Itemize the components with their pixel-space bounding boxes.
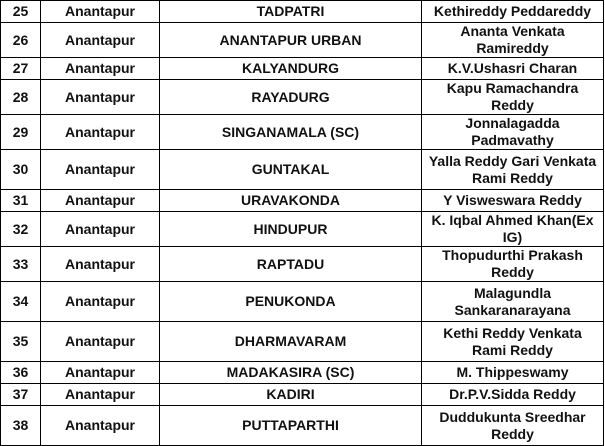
constituency-cell: MADAKASIRA (SC): [160, 362, 422, 384]
district-cell: Anantapur: [41, 1, 160, 23]
constituency-cell: SINGANAMALA (SC): [160, 115, 422, 150]
table-row: [1, 282, 604, 322]
district-cell: Anantapur: [41, 384, 160, 406]
constituency-cell: PUTTAPARTHI: [160, 406, 422, 446]
candidate-cell: Ananta Venkata Ramireddy: [422, 23, 604, 58]
candidate-cell: Kethi Reddy Venkata Rami Reddy: [422, 322, 604, 362]
constituency-cell: ANANTAPUR URBAN: [160, 23, 422, 58]
candidate-cell: M. Thippeswamy: [422, 362, 604, 384]
serial-number-cell: 33: [1, 247, 41, 282]
table-row: [1, 362, 604, 384]
candidate-cell: Y Visweswara Reddy: [422, 190, 604, 212]
district-cell: Anantapur: [41, 190, 160, 212]
serial-number-cell: 29: [1, 115, 41, 150]
serial-number-cell: 25: [1, 1, 41, 23]
table-row: [1, 384, 604, 406]
district-cell: Anantapur: [41, 282, 160, 322]
table-row: [1, 190, 604, 212]
constituency-cell: TADPATRI: [160, 1, 422, 23]
constituency-cell: HINDUPUR: [160, 212, 422, 247]
candidate-cell: Dr.P.V.Sidda Reddy: [422, 384, 604, 406]
candidate-cell: Duddukunta Sreedhar Reddy: [422, 406, 604, 446]
serial-number-cell: 26: [1, 23, 41, 58]
table-row: [1, 115, 604, 150]
candidate-cell: Kethireddy Peddareddy: [422, 1, 604, 23]
candidate-cell: Kapu Ramachandra Reddy: [422, 80, 604, 115]
constituency-cell: URAVAKONDA: [160, 190, 422, 212]
serial-number-cell: 30: [1, 150, 41, 190]
district-cell: Anantapur: [41, 247, 160, 282]
serial-number-cell: 37: [1, 384, 41, 406]
constituency-cell: KADIRI: [160, 384, 422, 406]
district-cell: Anantapur: [41, 58, 160, 80]
constituency-cell: GUNTAKAL: [160, 150, 422, 190]
district-cell: Anantapur: [41, 150, 160, 190]
constituency-cell: RAYADURG: [160, 80, 422, 115]
serial-number-cell: 36: [1, 362, 41, 384]
district-cell: Anantapur: [41, 80, 160, 115]
table-row: [1, 80, 604, 115]
table-row: [1, 23, 604, 58]
district-cell: Anantapur: [41, 322, 160, 362]
serial-number-cell: 38: [1, 406, 41, 446]
candidate-cell: K.V.Ushasri Charan: [422, 58, 604, 80]
district-cell: Anantapur: [41, 23, 160, 58]
table-row: [1, 58, 604, 80]
table-row: [1, 212, 604, 247]
table-row: [1, 322, 604, 362]
constituency-cell: KALYANDURG: [160, 58, 422, 80]
district-cell: Anantapur: [41, 406, 160, 446]
constituency-cell: PENUKONDA: [160, 282, 422, 322]
table-row: [1, 247, 604, 282]
candidate-cell: Malagundla Sankaranarayana: [422, 282, 604, 322]
serial-number-cell: 35: [1, 322, 41, 362]
table-row: [1, 1, 604, 23]
candidate-cell: Thopudurthi Prakash Reddy: [422, 247, 604, 282]
table-row: [1, 406, 604, 446]
candidate-cell: Jonnalagadda Padmavathy: [422, 115, 604, 150]
district-cell: Anantapur: [41, 362, 160, 384]
constituency-cell: DHARMAVARAM: [160, 322, 422, 362]
district-cell: Anantapur: [41, 212, 160, 247]
serial-number-cell: 27: [1, 58, 41, 80]
serial-number-cell: 32: [1, 212, 41, 247]
serial-number-cell: 34: [1, 282, 41, 322]
table-row: [1, 150, 604, 190]
district-cell: Anantapur: [41, 115, 160, 150]
serial-number-cell: 28: [1, 80, 41, 115]
candidate-cell: Yalla Reddy Gari Venkata Rami Reddy: [422, 150, 604, 190]
constituency-cell: RAPTADU: [160, 247, 422, 282]
candidate-cell: K. Iqbal Ahmed Khan(Ex IG): [422, 212, 604, 247]
serial-number-cell: 31: [1, 190, 41, 212]
